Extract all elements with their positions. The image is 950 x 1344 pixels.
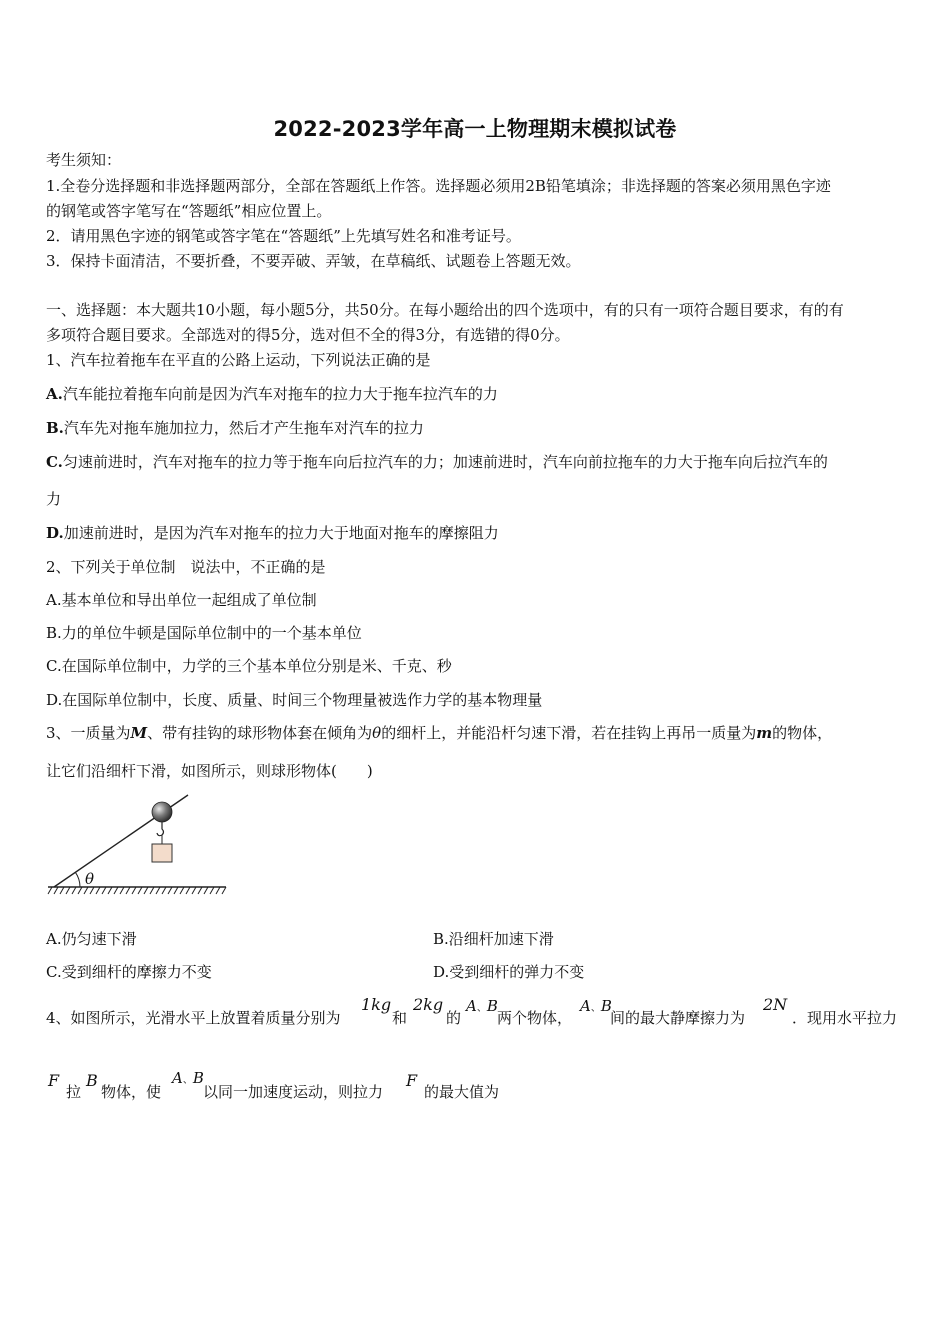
question-4-text-9: 以同一加速度运动，则拉力	[203, 1083, 384, 1101]
notice-item-3: 3．保持卡面清洁，不要折叠，不要弄破、弄皱，在草稿纸、试题卷上答题无效。	[46, 252, 581, 270]
option-text: 汽车先对拖车施加拉力，然后才产生拖车对汽车的拉力	[63, 419, 424, 437]
question-4-text-1: 4、如图所示，光滑水平上放置着质量分别为	[46, 1009, 341, 1027]
angle-arc	[75, 872, 80, 887]
question-4-text-6: ．现用水平拉力	[792, 1009, 898, 1027]
object-a: A	[466, 997, 477, 1015]
hook	[157, 822, 164, 836]
question-1-option-d	[46, 523, 499, 543]
separator: 、	[182, 1075, 193, 1086]
force-F-2: F	[406, 1071, 418, 1090]
stem-text: 3、一质量为	[46, 724, 131, 742]
question-1-stem: 1、汽车拉着拖车在平直的公路上运动，下列说法正确的是	[46, 351, 431, 369]
force-F-1: F	[48, 1071, 60, 1090]
option-text: 加速前进时，是因为汽车对拖车的拉力大于地面对拖车的摩擦阻力	[63, 524, 499, 542]
question-1-option-c-line-2: 力	[46, 490, 62, 508]
option-label: A.	[46, 385, 63, 403]
option-text: 匀速前进时，汽车对拖车的拉力等于拖车向后拉汽车的力；加速前进时，汽车向前拉拖车的力大于拖车向后拉汽车的	[62, 453, 828, 471]
max-static-friction: 2N	[763, 995, 788, 1014]
section-1-intro-line-1: 一、选择题：本大题共10小题，每小题5分，共50分。在每小题给出的四个选项中，有的只有一项符合题目要求，有的有	[46, 301, 844, 319]
variable-theta: θ	[372, 724, 382, 742]
incline-rod-figure	[44, 790, 234, 900]
mass-2: 2kg	[413, 995, 444, 1014]
question-2-option-d: D.在国际单位制中，长度、质量、时间三个物理量被选作力学的基本物理量	[46, 691, 543, 709]
stem-text: 的细杆上，并能沿杆匀速下滑，若在挂钩上再吊一质量为	[381, 724, 757, 742]
variable-m: m	[756, 724, 773, 742]
separator: 、	[590, 1003, 601, 1014]
question-4-text-3: 的	[446, 1009, 462, 1027]
question-3-stem-line-2: 让它们沿细杆下滑，如图所示，则球形物体( )	[46, 762, 373, 780]
ball	[152, 802, 172, 822]
notice-heading: 考生须知：	[46, 151, 122, 169]
objects-ab-1	[466, 997, 498, 1015]
question-4-text-5: 间的最大静摩擦力为	[610, 1009, 746, 1027]
question-3-stem-line-1	[46, 723, 832, 743]
separator: 、	[476, 1003, 487, 1014]
notice-item-1-line-2: 的钢笔或答字笔写在“答题纸”相应位置上。	[46, 202, 332, 220]
question-4-text-8: 物体，使	[101, 1083, 162, 1101]
notice-item-1-line-1: 1.全卷分选择题和非选择题两部分，全部在答题纸上作答。选择题必须用2B铅笔填涂；非选择题的答案必须用黑色字迹	[46, 177, 831, 195]
question-3-option-d: D.受到细杆的弹力不变	[433, 963, 585, 981]
question-1-option-c	[46, 452, 828, 472]
angle-label: θ	[85, 870, 95, 888]
objects-ab-2	[580, 997, 612, 1015]
mass-1: 1kg	[361, 995, 392, 1014]
hanging-block	[152, 844, 172, 862]
notice-item-2: 2．请用黑色字迹的钢笔或答字笔在“答题纸”上先填写姓名和准考证号。	[46, 227, 521, 245]
question-4-text-2: 和	[392, 1009, 408, 1027]
objects-ab-3	[172, 1069, 204, 1087]
option-label: B.	[46, 419, 64, 437]
stem-text: 的物体，	[772, 724, 833, 742]
object-a: A	[172, 1069, 183, 1087]
question-1-option-a	[46, 384, 498, 404]
ground-hatching	[48, 887, 226, 894]
stem-text: 、带有挂钩的球形物体套在倾角为	[147, 724, 373, 742]
object-b: B	[486, 997, 498, 1015]
object-b: B	[600, 997, 612, 1015]
question-4-text-4: 两个物体，	[497, 1009, 573, 1027]
question-2-option-c: C.在国际单位制中，力学的三个基本单位分别是米、千克、秒	[46, 657, 452, 675]
option-label: C.	[46, 453, 63, 471]
object-a: A	[580, 997, 591, 1015]
section-1-intro-line-2: 多项符合题目要求。全部选对的得5分，选对但不全的得3分，有选错的得0分。	[46, 326, 570, 344]
option-text: 汽车能拉着拖车向前是因为汽车对拖车的拉力大于拖车拉汽车的力	[62, 385, 498, 403]
question-4-text-7: 拉	[66, 1083, 82, 1101]
question-2-option-a: A.基本单位和导出单位一起组成了单位制	[46, 591, 317, 609]
page-title: 2022-2023学年高一上物理期末模拟试卷	[273, 117, 677, 141]
object-B: B	[86, 1071, 98, 1090]
question-3-option-b: B.沿细杆加速下滑	[433, 930, 554, 948]
object-b: B	[192, 1069, 204, 1087]
question-4-text-10: 的最大值为	[424, 1083, 500, 1101]
question-3-option-c: C.受到细杆的摩擦力不变	[46, 963, 212, 981]
variable-M: M	[130, 724, 148, 742]
question-2-option-b: B.力的单位牛顿是国际单位制中的一个基本单位	[46, 624, 362, 642]
option-label: D.	[46, 524, 64, 542]
question-3-option-a: A.仍匀速下滑	[46, 930, 137, 948]
question-2-stem: 2、下列关于单位制 说法中，不正确的是	[46, 558, 326, 576]
question-1-option-b	[46, 418, 424, 438]
